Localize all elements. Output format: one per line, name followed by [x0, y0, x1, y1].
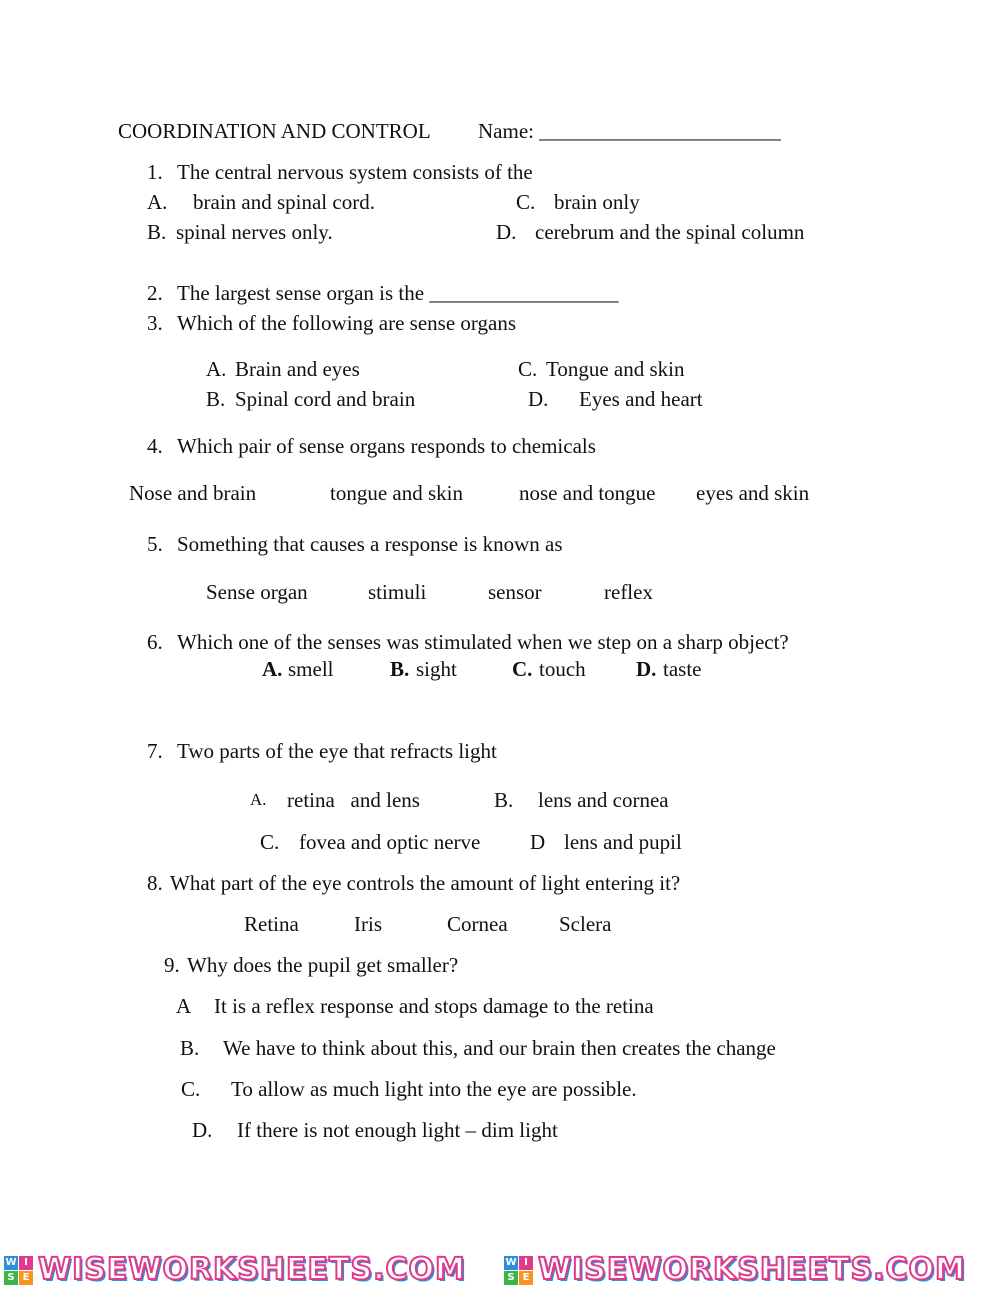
question-text: Which one of the senses was stimulated when we step on a sharp object?: [177, 630, 789, 654]
option-text: Tongue and skin: [546, 357, 685, 381]
question-number: 1.: [147, 160, 163, 184]
footer-banner: [0, 1252, 1000, 1288]
answer-choice: sensor: [488, 580, 542, 604]
answer-choice: Retina: [244, 912, 299, 936]
option-text: touch: [539, 657, 586, 681]
option-text: Brain and eyes: [235, 357, 360, 381]
logo-tile: S: [4, 1271, 18, 1285]
option-letter: C.: [260, 830, 280, 854]
question-number: 4.: [147, 434, 163, 458]
worksheet-title: COORDINATION AND CONTROL: [118, 119, 431, 143]
answer-choice: Nose and brain: [129, 481, 257, 505]
option-text: If there is not enough light – dim light: [237, 1118, 558, 1142]
logo-tile: E: [519, 1271, 533, 1285]
option-letter: A.: [250, 790, 267, 809]
option-letter: D.: [636, 657, 657, 681]
option-letter: C.: [512, 657, 533, 681]
question-text: The central nervous system consists of the: [177, 160, 533, 184]
option-letter: B.: [494, 788, 514, 812]
option-text: cerebrum and the spinal column: [535, 220, 805, 244]
option-letter: B.: [390, 657, 410, 681]
option-text: Spinal cord and brain: [235, 387, 416, 411]
option-text: taste: [663, 657, 702, 681]
brand-logo-icon: [4, 1256, 34, 1286]
answer-choice: stimuli: [368, 580, 427, 604]
question-number: 3.: [147, 311, 163, 335]
option-letter: D.: [528, 387, 549, 411]
question-text[interactable]: The largest sense organ is the __________________: [177, 281, 619, 305]
option-letter: D: [530, 830, 546, 854]
name-field[interactable]: Name: _______________________: [478, 119, 781, 143]
question-text: Two parts of the eye that refracts light: [177, 739, 497, 763]
answer-choice: Cornea: [447, 912, 508, 936]
question-number: 8.: [147, 871, 163, 895]
option-letter: D.: [496, 220, 517, 244]
answer-choice: Iris: [354, 912, 382, 936]
logo-tile: W: [5, 1257, 17, 1268]
option-text: brain and spinal cord.: [193, 190, 375, 214]
answer-choice: tongue and skin: [330, 481, 463, 505]
option-letter: B.: [147, 220, 167, 244]
question-text: What part of the eye controls the amount of light entering it?: [170, 871, 681, 895]
option-letter: A: [176, 994, 192, 1018]
option-text: spinal nerves only.: [176, 220, 333, 244]
option-letter: C.: [516, 190, 536, 214]
logo-tile: I: [519, 1256, 533, 1270]
brand-wordmark: WISEWORKSHEETS.COM: [538, 1252, 966, 1287]
logo-tile: S: [504, 1271, 518, 1285]
option-letter: A.: [206, 357, 227, 381]
option-text: lens and pupil: [564, 830, 682, 854]
question-text: Which pair of sense organs responds to chemicals: [177, 434, 596, 458]
option-letter: A.: [147, 190, 168, 214]
option-letter: B.: [206, 387, 226, 411]
answer-choice: nose and tongue: [519, 481, 656, 505]
option-text: Eyes and heart: [579, 387, 703, 411]
question-text: Something that causes a response is known as: [177, 532, 563, 556]
logo-tile: W: [505, 1257, 517, 1268]
brand-logo-icon: [504, 1256, 534, 1286]
option-text: sight: [416, 657, 457, 681]
option-text: To allow as much light into the eye are possible.: [231, 1077, 637, 1101]
question-number: 7.: [147, 739, 163, 763]
question-number: 2.: [147, 281, 163, 305]
question-number: 9.: [164, 953, 180, 977]
question-number: 6.: [147, 630, 163, 654]
question-text: Which of the following are sense organs: [177, 311, 517, 335]
option-letter: D.: [192, 1118, 213, 1142]
option-letter: C.: [181, 1077, 201, 1101]
answer-choice: reflex: [604, 580, 653, 604]
logo-tile: I: [19, 1256, 33, 1270]
option-text: brain only: [554, 190, 640, 214]
option-letter: A.: [262, 657, 283, 681]
question-text: Why does the pupil get smaller?: [187, 953, 459, 977]
option-text: smell: [288, 657, 334, 681]
option-text: lens and cornea: [538, 788, 669, 812]
answer-choice: Sclera: [559, 912, 612, 936]
option-letter: B.: [180, 1036, 200, 1060]
logo-tile: E: [19, 1271, 33, 1285]
answer-choice: eyes and skin: [696, 481, 810, 505]
option-text: We have to think about this, and our brain then creates the change: [223, 1036, 776, 1060]
question-number: 5.: [147, 532, 163, 556]
brand-wordmark: WISEWORKSHEETS.COM: [38, 1252, 466, 1287]
option-text: fovea and optic nerve: [299, 830, 481, 854]
option-text: retina and lens: [287, 788, 420, 812]
answer-choice: Sense organ: [206, 580, 308, 604]
option-letter: C.: [518, 357, 538, 381]
option-text: It is a reflex response and stops damage to the retina: [214, 994, 654, 1018]
